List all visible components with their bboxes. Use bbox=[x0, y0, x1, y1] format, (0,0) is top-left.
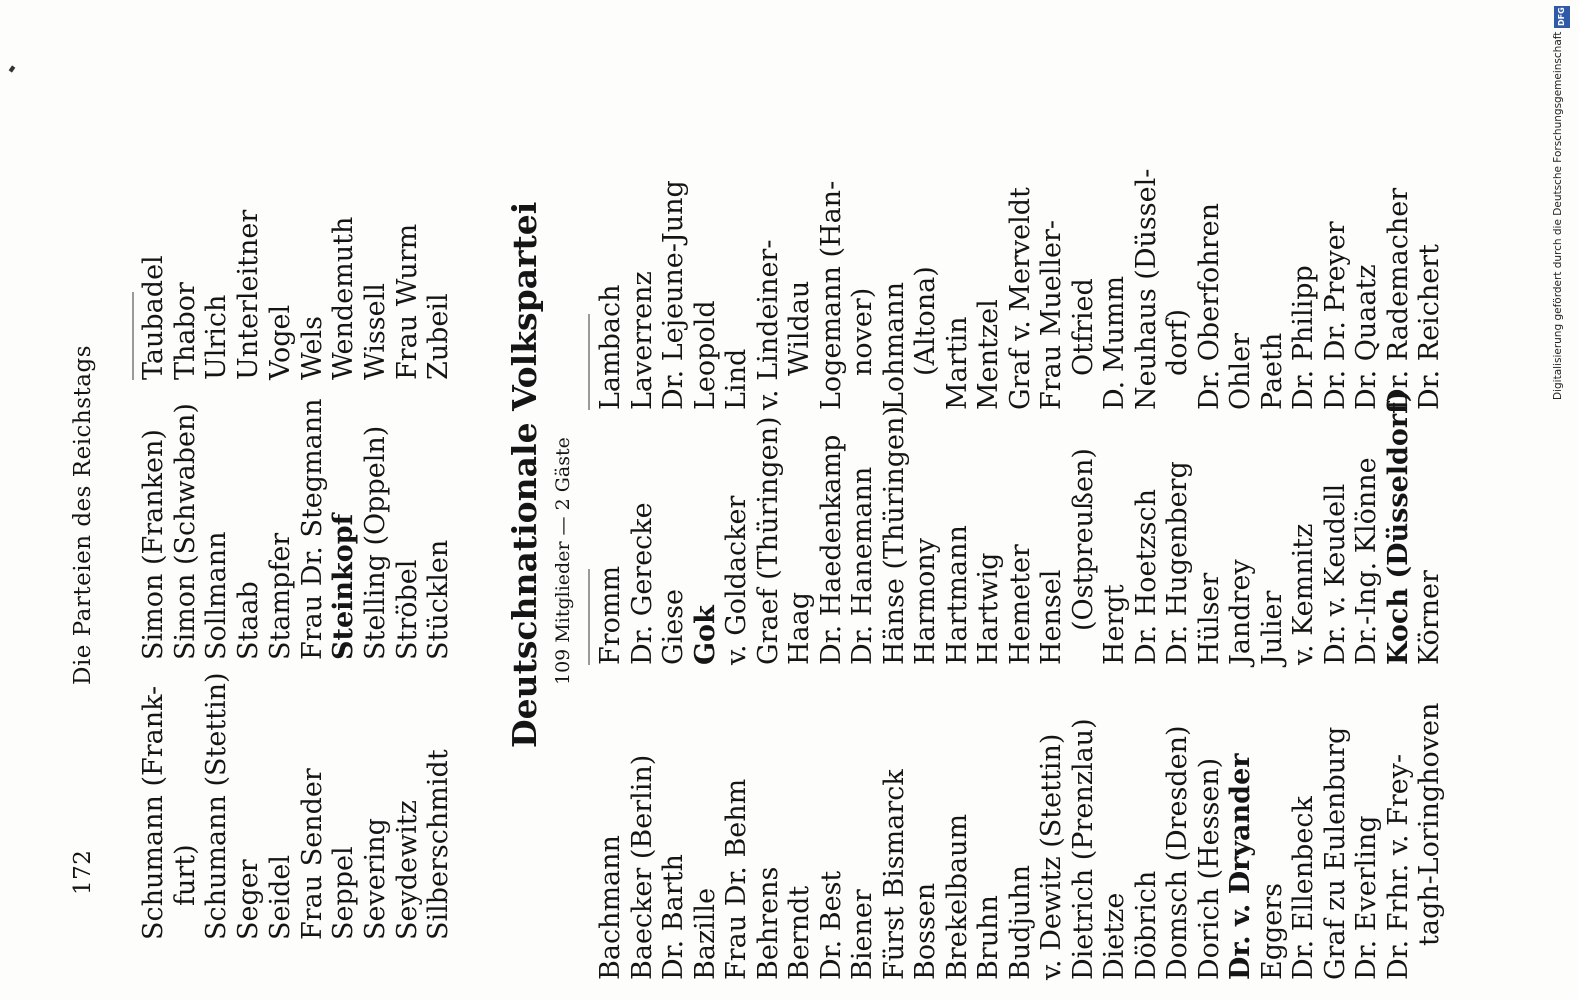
member-name: Gok bbox=[689, 605, 721, 665]
member-name: Dietze bbox=[1099, 892, 1130, 980]
member-name: Dr. Haedenkamp bbox=[815, 434, 847, 665]
member-name: Wildau bbox=[784, 280, 815, 376]
member-name: Dr. Barth bbox=[658, 854, 689, 980]
member-name: Wendemuth bbox=[328, 216, 360, 380]
member-name: Logemann (Han- bbox=[815, 180, 847, 410]
member-name: nover) bbox=[847, 287, 878, 376]
member-name: Stelling (Oppeln) bbox=[359, 425, 391, 660]
member-name: dorf) bbox=[1162, 309, 1193, 376]
member-name: Dr. Best bbox=[815, 870, 847, 980]
member-name: Hülser bbox=[1193, 572, 1225, 665]
member-name: Silberschmidt bbox=[423, 749, 455, 940]
member-name: Frau Mueller- bbox=[1036, 219, 1067, 410]
member-name: Laverrenz bbox=[626, 271, 658, 410]
member-name: Schumann (Stettin) bbox=[201, 672, 233, 940]
member-name: Seger bbox=[233, 859, 265, 940]
member-name: Ohler bbox=[1225, 332, 1256, 410]
member-name: Julier bbox=[1256, 590, 1288, 665]
column-rule bbox=[588, 569, 590, 665]
member-name: Simon (Schwaben) bbox=[169, 403, 201, 660]
party-column-3 bbox=[595, 169, 1446, 410]
member-name: Vogel bbox=[264, 304, 296, 380]
member-name: Dr. Ellenbeck bbox=[1288, 796, 1319, 980]
member-name: Körner bbox=[1414, 570, 1445, 665]
member-name: Seydewitz bbox=[391, 800, 423, 940]
member-name: Martin bbox=[941, 316, 973, 410]
member-name: Schumann (Frank- bbox=[138, 685, 169, 940]
member-name: Lambach bbox=[595, 284, 626, 410]
column-rule bbox=[132, 292, 134, 380]
member-name: Mentzel bbox=[973, 299, 1004, 410]
member-name: Dr. Rademacher bbox=[1382, 187, 1414, 410]
member-name: Dr. Everling bbox=[1351, 815, 1382, 980]
member-name: Dr. Reichert bbox=[1414, 244, 1445, 410]
member-name: Dr. Hugenberg bbox=[1162, 461, 1193, 665]
member-name: Graf v. Merveldt bbox=[1004, 187, 1036, 410]
member-name: Neuhaus (Düssel- bbox=[1130, 168, 1162, 410]
member-name: Fürst Bismarck bbox=[878, 769, 910, 980]
member-name: Dorich (Hessen) bbox=[1193, 757, 1225, 980]
member-name: Dr. Lejeune-Jung bbox=[658, 180, 689, 410]
page-number: 172 bbox=[70, 849, 96, 895]
member-name: Dr. Oberfohren bbox=[1193, 203, 1225, 410]
member-name: Dr. v. Dryander bbox=[1225, 753, 1256, 980]
member-name: Domsch (Dresden) bbox=[1162, 725, 1193, 980]
member-name: Dr. Gerecke bbox=[626, 502, 658, 665]
member-name: Giese bbox=[658, 588, 689, 665]
member-name: Graf zu Eulenburg bbox=[1319, 726, 1351, 980]
running-title: Die Parteien des Reichstags bbox=[70, 344, 96, 685]
member-name: furt) bbox=[169, 844, 201, 906]
member-name: Steinkopf bbox=[328, 513, 360, 660]
member-name: Zubeil bbox=[423, 293, 455, 380]
member-name: Frau Wurm bbox=[391, 223, 423, 380]
member-name: Bossen bbox=[910, 882, 941, 980]
member-name: Otfried bbox=[1067, 278, 1099, 376]
member-name: Behrens bbox=[752, 866, 784, 980]
top-column-1 bbox=[138, 672, 455, 940]
member-name: Dr. Hanemann bbox=[847, 466, 878, 665]
member-name: D. Mumm bbox=[1099, 275, 1130, 410]
member-name: Döbrich bbox=[1130, 870, 1162, 980]
member-name: Taubadel bbox=[138, 255, 169, 380]
member-name: Lohmann bbox=[878, 281, 910, 410]
member-name: Seidel bbox=[264, 854, 296, 940]
member-name: Koch (Düsseldorf) bbox=[1382, 389, 1414, 665]
member-name: Hartwig bbox=[973, 552, 1004, 665]
member-name: Harmony bbox=[910, 537, 941, 665]
member-name: Seppel bbox=[328, 846, 360, 940]
member-name: Stücklen bbox=[423, 539, 455, 660]
member-name: Paeth bbox=[1256, 332, 1288, 410]
member-name: Unterleitner bbox=[233, 209, 265, 380]
member-name: Budjuhn bbox=[1004, 864, 1036, 980]
member-name: Lind bbox=[721, 348, 752, 410]
member-name: Dr.-Ing. Klönne bbox=[1351, 457, 1382, 665]
member-name: Bruhn bbox=[973, 895, 1004, 980]
member-name: Hemeter bbox=[1004, 544, 1036, 665]
member-name: Brekelbaum bbox=[941, 813, 973, 980]
member-name: Frau Dr. Stegmann bbox=[296, 398, 328, 660]
member-name: Hänse (Thüringen) bbox=[878, 406, 910, 665]
column-rule bbox=[588, 314, 590, 410]
member-name: Dr. v. Keudell bbox=[1319, 483, 1351, 665]
member-name: v. Goldacker bbox=[721, 495, 752, 665]
member-name: Dr. Philipp bbox=[1288, 265, 1319, 410]
member-name: Wels bbox=[296, 315, 328, 380]
member-name: Stampfer bbox=[264, 532, 296, 660]
member-name: Simon (Franken) bbox=[138, 429, 169, 660]
dfg-credit bbox=[1552, 0, 1574, 400]
member-name: Severing bbox=[359, 818, 391, 940]
member-name: Hergt bbox=[1099, 584, 1130, 665]
member-name: Eggers bbox=[1256, 882, 1288, 980]
member-name: Sollmann bbox=[201, 531, 233, 660]
member-name: Bazille bbox=[689, 887, 721, 980]
member-name: Haag bbox=[784, 591, 815, 665]
member-name: (Altona) bbox=[910, 266, 941, 376]
party-title: Deutschnationale Volkspartei bbox=[505, 201, 544, 748]
member-name: Baecker (Berlin) bbox=[626, 754, 658, 980]
member-name: Fromm bbox=[595, 565, 626, 665]
member-name: Jandrey bbox=[1225, 559, 1256, 665]
member-name: Leopold bbox=[689, 300, 721, 410]
member-name: v. Dewitz (Stettin) bbox=[1036, 733, 1067, 980]
member-name: Dr. Hoetzsch bbox=[1130, 489, 1162, 665]
dfg-credit-text: Digitalisierung gefördert durch die Deutsche Forschungsgemeinschaft bbox=[1552, 31, 1564, 400]
member-name: Ulrich bbox=[201, 294, 233, 380]
party-subtitle: 109 Mitglieder — 2 Gäste bbox=[552, 437, 574, 685]
member-name: Ströbel bbox=[391, 559, 423, 660]
dfg-logo: DFG bbox=[1554, 6, 1570, 28]
member-name: Frau Dr. Behm bbox=[721, 778, 752, 980]
member-name: Hensel bbox=[1036, 569, 1067, 665]
member-name: Staab bbox=[233, 581, 265, 660]
party-column-1 bbox=[595, 703, 1446, 980]
member-name: Bachmann bbox=[595, 835, 626, 980]
member-name: v. Kemnitz bbox=[1288, 523, 1319, 665]
member-name: v. Lindeiner- bbox=[752, 239, 784, 410]
member-name: Graef (Thüringen) bbox=[752, 416, 784, 665]
member-name: Dr. Dr. Preyer bbox=[1319, 221, 1351, 410]
member-name: Biener bbox=[847, 889, 878, 980]
member-name: (Ostpreußen) bbox=[1067, 448, 1099, 631]
member-name: Thabor bbox=[169, 282, 201, 380]
party-column-2 bbox=[595, 389, 1446, 665]
top-column-3 bbox=[138, 210, 455, 380]
member-name: Hartmann bbox=[941, 525, 973, 665]
member-name: Dr. Quaatz bbox=[1351, 264, 1382, 410]
member-name: Dietrich (Prenzlau) bbox=[1067, 718, 1099, 980]
member-name: Frau Sender bbox=[296, 768, 328, 940]
member-name: Dr. Frhr. v. Frey- bbox=[1382, 753, 1414, 980]
member-name: Berndt bbox=[784, 885, 815, 980]
member-name: Wissell bbox=[359, 283, 391, 380]
top-column-2 bbox=[138, 398, 455, 660]
member-name: tagh-Loringhoven bbox=[1414, 702, 1445, 946]
